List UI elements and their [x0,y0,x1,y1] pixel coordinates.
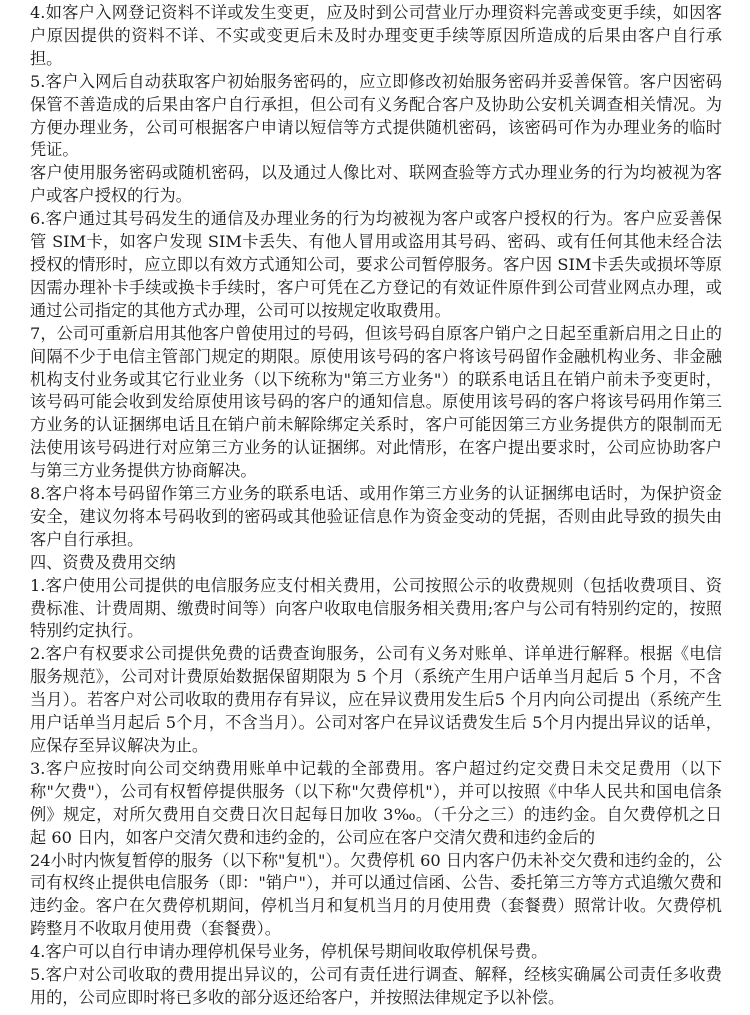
clause-paragraph: 4.如客户入网登记资料不详或发生变更，应及时到公司营业厅办理资料完善或变更手续，如因客户原因提供的资料不详、不实或变更后未及时办理变更手续等原因所造成的后果由客户自行承担。 [30,3,722,68]
clause-paragraph: 5.客户入网后自动获取客户初始服务密码的，应立即修改初始服务密码并妥善保管。客户因密码保管不善造成的后果由客户自行承担，但公司有义务配合客户及协助公安机关调查相关情况。为方便办理业务，公司可根据客户申请以短信等方式提供随机密码，该密码可作为办理业务的临时凭证。 [30,71,722,160]
clause-paragraph: 1.客户使用公司提供的电信服务应支付相关费用，公司按照公示的收费规则（包括收费项目、资费标准、计费周期、缴费时间等）向客户收取电信服务相关费用;客户与公司有特别约定的，按照特别约定执行。 [30,575,722,641]
clause-paragraph: 4.客户可以自行申请办理停机保号业务，停机保号期间收取停机保号费。 [30,942,548,962]
clause-paragraph: 2.客户有权要求公司提供免费的话费查询服务，公司有义务对账单、详单进行解释。根据《电信服务规范》，公司对计费原始数据保留期限为 5 个月（系统产生用户话单当月起后 5 个月，不含当月）。若客户对公司收取的费用存有异议，应在异议费用发生后5 个月内向公司提出（系统产生用户话单当月起后 5个月，不含当月）。公司对客户在异议话费发生后 5个月内提出异议的话单，应保存至异议解决为止。 [30,644,722,755]
clause-paragraph: 6.客户通过其号码发生的通信及办理业务的行为均被视为客户或客户授权的行为。客户应妥善保管 SIM卡，如客户发现 SIM卡丢失、有他人冒用或盗用其号码、密码、或有任何其他未经合法授权的情形时，应立即以有效方式通知公司，要求公司暂停服务。客户因 SIM卡丢失或损坏等原因需办理补卡手续或换卡手续时，客户可凭在乙方登记的有效证件原件到公司营业网点办理，或通过公司指定的其他方式办理，公司可以按规定收取费用。 [30,209,722,320]
clause-paragraph: 5.客户对公司收取的费用提出异议的，公司有责任进行调查、解释，经核实确属公司责任多收费用的，公司应即时将已多收的部分返还给客户，并按照法律规定予以补偿。 [30,965,722,1007]
clause-paragraph: 3.客户应按时向公司交纳费用账单中记载的全部费用。客户超过约定交费日未交足费用（以下称"欠费"），公司有权暂停提供服务（以下称"欠费停机"），并可以按照《中华人民共和国电信条例》规定，对所欠费用自交费日次日起每日加收 3‰。（千分之三）的违约金。自欠费停机之日起 60 日内，如客户交清欠费和违约金的，公司应在客户交清欠费和违约金后的 [30,758,722,847]
clause-paragraph: 24小时内恢复暂停的服务（以下称"复机"）。欠费停机 60 日内客户仍未补交欠费和违约金的，公司有权终止提供电信服务（即："销户"），并可以通过信函、公告、委托第三方等方式追缴欠费和违约金。客户在欠费停机期间，停机当月和复机当月的月使用费（套餐费）照常计收。欠费停机跨整月不收取月使用费（套餐费）。 [30,850,722,939]
clause-paragraph: 8.客户将本号码留作第三方业务的联系电话、或用作第三方业务的认证捆绑电话时，为保护资金安全，建议勿将本号码收到的密码或其他验证信息作为资金变动的凭据，否则由此导致的损失由客户自行承担。 [30,484,722,549]
section-heading: 四、资费及费用交纳 [30,552,176,572]
clause-paragraph: 客户使用服务密码或随机密码，以及通过人像比对、联网查验等方式办理业务的行为均被视为客户或客户授权的行为。 [30,163,722,206]
clause-paragraph: 7，公司可重新启用其他客户曾使用过的号码，但该号码自原客户销户之日起至重新启用之日止的间隔不少于电信主管部门规定的期限。原使用该号码的客户将该号码留作金融机构业务、非金融机构支付业务或其它行业业务（以下统称为"第三方业务"）的联系电话且在销户前未予变更时，该号码可能会收到发给原使用该号码的客户的通知信息。原使用该号码的客户将该号码用作第三方业务的认证捆绑电话且在销户前未解除绑定关系时，客户可能因第三方业务提供方的限制而无法使用该号码进行对应第三方业务的认证捆绑。对此情形，在客户提出要求时，公司应协助客户与第三方业务提供方协商解决。 [30,323,722,481]
